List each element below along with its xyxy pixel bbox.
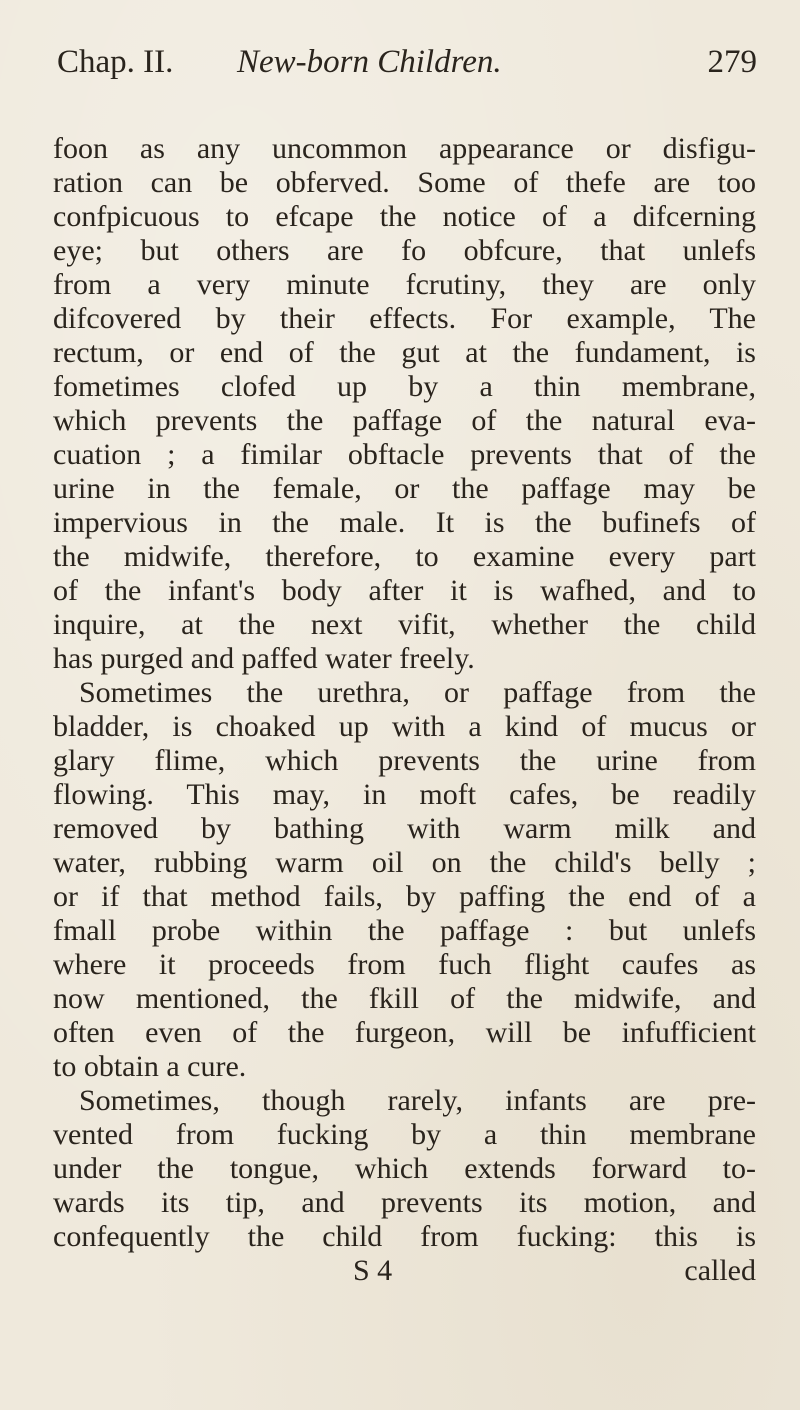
running-head xyxy=(57,40,757,84)
text-line: bladder, is choaked up with a kind of mucus or xyxy=(53,710,756,743)
text-line: which prevents the paffage of the natural eva- xyxy=(53,404,756,437)
running-title: New-born Children. xyxy=(237,44,502,80)
text-line: now mentioned, the fkill of the midwife, and xyxy=(53,982,756,1015)
text-line: fmall probe within the paffage : but unlefs xyxy=(53,914,756,947)
text-line: water, rubbing warm oil on the child's belly ; xyxy=(53,846,756,879)
text-line: where it proceeds from fuch flight caufes as xyxy=(53,948,756,981)
page-footer xyxy=(53,1254,756,1288)
text-line: confpicuous to efcape the notice of a difcerning xyxy=(53,200,756,233)
text-line: Sometimes the urethra, or paffage from the xyxy=(79,676,756,709)
text-line: difcovered by their effects. For example, The xyxy=(53,302,756,335)
text-line: confequently the child from fucking: this is xyxy=(53,1220,756,1253)
text-line: rectum, or end of the gut at the fundament, is xyxy=(53,336,756,369)
text-line: wards its tip, and prevents its motion, and xyxy=(53,1186,756,1219)
body-text xyxy=(53,132,756,1288)
catchword: called xyxy=(684,1254,756,1287)
text-line: fometimes clofed up by a thin membrane, xyxy=(53,370,756,403)
text-line: often even of the furgeon, will be infufficient xyxy=(53,1016,756,1049)
text-line: removed by bathing with warm milk and xyxy=(53,812,756,845)
text-line: impervious in the male. It is the bufinefs of xyxy=(53,506,756,539)
text-line: ration can be obferved. Some of thefe are too xyxy=(53,166,756,199)
text-line: inquire, at the next vifit, whether the child xyxy=(53,608,756,641)
text-line: vented from fucking by a thin membrane xyxy=(53,1118,756,1151)
text-line: glary flime, which prevents the urine from xyxy=(53,744,756,777)
text-line: cuation ; a fimilar obftacle prevents that of the xyxy=(53,438,756,471)
text-line: has purged and paffed water freely. xyxy=(53,642,475,675)
page-number: 279 xyxy=(707,44,757,80)
text-line: foon as any uncommon appearance or disfigu- xyxy=(53,132,756,165)
text-line: or if that method fails, by paffing the end of a xyxy=(53,880,756,913)
text-line: urine in the female, or the paffage may be xyxy=(53,472,756,505)
signature-mark: S 4 xyxy=(353,1254,393,1287)
text-line: under the tongue, which extends forward to- xyxy=(53,1152,756,1185)
text-line: to obtain a cure. xyxy=(53,1050,247,1083)
text-line: flowing. This may, in moft cafes, be readily xyxy=(53,778,756,811)
text-line: Sometimes, though rarely, infants are pre- xyxy=(79,1084,756,1117)
chapter-label: Chap. II. xyxy=(57,44,174,80)
text-line: of the infant's body after it is wafhed, and to xyxy=(53,574,756,607)
text-line: the midwife, therefore, to examine every part xyxy=(53,540,756,573)
text-line: eye; but others are fo obfcure, that unlefs xyxy=(53,234,756,267)
text-line: from a very minute fcrutiny, they are only xyxy=(53,268,756,301)
